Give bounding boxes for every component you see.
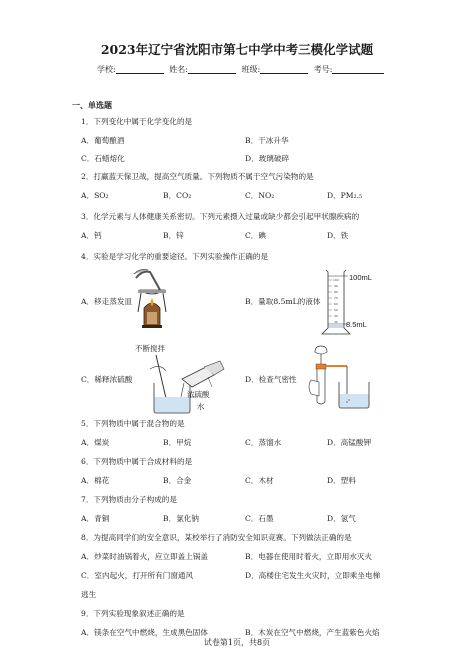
question-8: 8．为提高同学们的安全意识，某校举行了消防安全知识竞赛。下列做法正确的是 [81,533,352,542]
question-1: 1．下列变化中属于化学变化的是 [81,117,193,126]
question-6: 6．下列物质中属于合成材料的是 [81,457,193,466]
dilute-acid-figure [148,353,228,419]
q8-option-d[interactable]: D．高楼住宅发生火灾时，立即乘坐电梯 [245,571,381,580]
question-5: 5．下列物质中属于混合物的是 [81,419,185,428]
airtightness-figure [305,344,385,412]
name-label: 姓名: [169,65,188,74]
q6-option-d[interactable]: D．塑料 [327,476,356,485]
q2-option-c[interactable]: C．NO₂ [245,191,275,200]
q7-option-a[interactable]: A．青铜 [81,514,110,523]
question-4: 4．实验是学习化学的重要途径。下列实验操作正确的是 [81,252,269,261]
number-blank[interactable] [332,64,384,74]
q7-option-d[interactable]: D．氢气 [327,514,356,523]
svg-text:100: 100 [333,278,339,282]
svg-text:30: 30 [334,320,338,324]
q1-option-d[interactable]: D．玻璃破碎 [245,154,290,163]
q2-option-d[interactable]: D．PM₂.₅ [327,191,363,200]
q3-option-c[interactable]: C．碘 [245,231,266,240]
q7-option-c[interactable]: C．石墨 [245,514,274,523]
svg-text:50: 50 [334,308,338,312]
info-line [97,64,384,75]
school-label: 学校: [97,65,116,74]
q5-option-c[interactable]: C．蒸馏水 [245,438,282,447]
q5-option-a[interactable]: A．煤炭 [81,438,110,447]
q5-option-b[interactable]: B．甲烷 [163,438,192,447]
question-7: 7．下列物质由分子构成的是 [81,495,177,504]
svg-text:60: 60 [334,302,338,306]
svg-text:80: 80 [334,290,338,294]
water-label: 水 [197,402,205,411]
svg-text:40: 40 [334,314,338,318]
page-title: 2023年辽宁省沈阳市第七中学中考三模化学试题 [100,42,374,57]
section-heading: 一、单选题 [72,100,112,110]
q9-option-a[interactable]: A．镁条在空气中燃烧，生成黑色固体 [81,628,208,637]
number-label: 考号: [313,65,333,74]
q1-option-c[interactable]: C．石蜡熔化 [81,154,125,163]
question-9: 9．下列实验现象叙述正确的是 [81,609,185,618]
class-label: 班级: [241,65,261,74]
school-blank[interactable] [116,64,164,74]
q8-option-b[interactable]: B．电器在使用时着火，立即用水灭火 [245,552,373,561]
svg-text:70: 70 [334,296,338,300]
question-2: 2．打赢蓝天保卫战，提高空气质量。下列物质不属于空气污染物的是 [81,172,314,181]
q3-option-b[interactable]: B．锌 [163,231,184,240]
name-blank[interactable] [188,64,236,74]
page-footer: 试卷第1页，共8页 [203,638,271,647]
q9-option-b[interactable]: B．木炭在空气中燃烧，产生蓝紫色火焰 [245,628,380,637]
q7-option-b[interactable]: B．氯化钠 [163,514,199,523]
q8-option-d-continued: 逃生 [81,590,97,599]
q6-option-a[interactable]: A．棉花 [81,476,110,485]
q4-option-b[interactable]: B．量取8.5mL的液体 [245,297,321,306]
q8-option-a[interactable]: A．炒菜时油锅着火，应立即盖上锅盖 [81,552,208,561]
q4-option-c[interactable]: C．稀释浓硫酸 [81,375,133,384]
stir-label: 不断搅拌 [135,344,165,353]
evaporating-dish-figure [130,268,174,330]
class-blank[interactable] [260,64,308,74]
q4-option-a[interactable]: A．移走蒸发皿 [81,297,133,306]
q5-option-d[interactable]: D．高锰酸钾 [327,438,372,447]
cylinder-label-100: 100mL [349,273,372,282]
q2-option-a[interactable]: A．SO₂ [81,191,109,200]
q6-option-c[interactable]: C．木材 [245,476,274,485]
acid-label: 浓硫酸 [187,390,210,399]
q8-option-c[interactable]: C．室内起火，打开所有门窗通风 [81,571,194,580]
q2-option-b[interactable]: B．CO₂ [163,191,192,200]
q3-option-d[interactable]: D．铁 [327,231,349,240]
question-3: 3．化学元素与人体健康关系密切。下列元素摄入过量或缺少都会引起甲状腺疾病的 [81,212,360,221]
svg-text:90: 90 [334,284,338,288]
cylinder-label-8-5: 8.5mL [346,320,367,329]
q1-option-a[interactable]: A．葡萄酿酒 [81,136,125,145]
q1-option-b[interactable]: B．干冰升华 [245,136,289,145]
q3-option-a[interactable]: A．钙 [81,231,102,240]
q4-option-d[interactable]: D．检查气密性 [245,375,297,384]
q6-option-b[interactable]: B．合金 [163,476,192,485]
